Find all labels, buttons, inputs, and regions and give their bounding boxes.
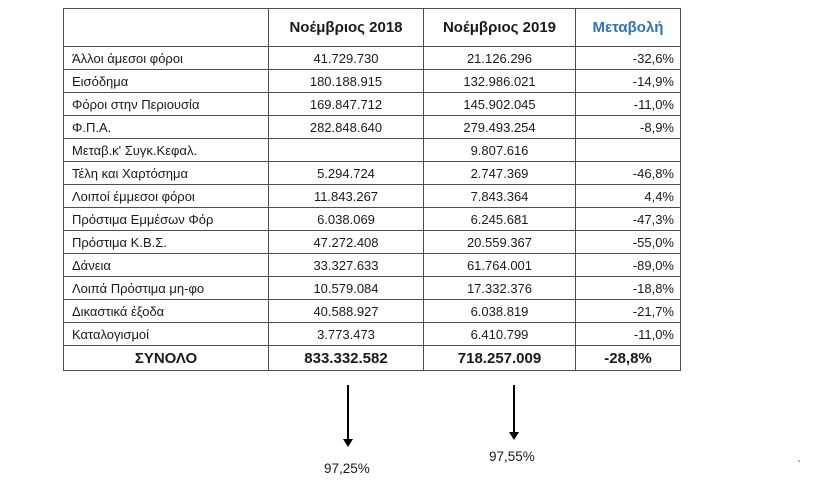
total-label: ΣΥΝΟΛΟ [64,346,269,371]
total-change: -28,8% [576,346,681,371]
change-cell: -47,3% [576,208,681,231]
value-2019-cell: 7.843.364 [424,185,576,208]
total-value-2019: 718.257.009 [424,346,576,371]
change-cell: -18,8% [576,277,681,300]
value-2018-cell: 33.327.633 [269,254,424,277]
header-row [64,9,681,47]
value-2019-cell: 6.410.799 [424,323,576,346]
table-row [64,116,681,139]
value-2019-cell: 2.747.369 [424,162,576,185]
change-cell: -32,6% [576,47,681,70]
row-label-cell: Μεταβ.κ' Συγκ.Κεφαλ. [64,139,269,162]
value-2018-cell: 3.773.473 [269,323,424,346]
value-2019-cell: 279.493.254 [424,116,576,139]
arrow-head-icon [509,432,519,440]
table-row [64,47,681,70]
change-cell: -55,0% [576,231,681,254]
change-cell: -11,0% [576,323,681,346]
table-row [64,254,681,277]
value-2018-cell [269,139,424,162]
header-empty-cell [64,9,269,47]
row-label-cell: Τέλη και Χαρτόσημα [64,162,269,185]
arrow-shaft [513,385,515,432]
table-row [64,70,681,93]
table-row [64,139,681,162]
value-2018-cell: 5.294.724 [269,162,424,185]
tax-revenue-table [63,8,681,371]
row-label-cell: Λοιπά Πρόστιμα μη-φο [64,277,269,300]
change-cell: -89,0% [576,254,681,277]
value-2019-cell: 61.764.001 [424,254,576,277]
value-2019-cell: 17.332.376 [424,277,576,300]
arrow-shaft [347,385,349,439]
row-label-cell: Δάνεια [64,254,269,277]
value-2018-cell: 169.847.712 [269,93,424,116]
row-label-cell: Καταλογισμοί [64,323,269,346]
change-cell: -8,9% [576,116,681,139]
stray-mark: ` [797,458,801,472]
change-cell: -11,0% [576,93,681,116]
header-november-2019: Νοέμβριος 2019 [424,9,576,47]
total-value-2018: 833.332.582 [269,346,424,371]
value-2018-cell: 10.579.084 [269,277,424,300]
value-2018-cell: 11.843.267 [269,185,424,208]
table-row [64,93,681,116]
table-row [64,323,681,346]
arrow-label-2019: 97,55% [489,449,535,464]
table-row [64,208,681,231]
arrow-head-icon [343,439,353,447]
change-cell: -14,9% [576,70,681,93]
value-2018-cell: 180.188.915 [269,70,424,93]
row-label-cell: Φόροι στην Περιουσία [64,93,269,116]
table-row [64,277,681,300]
table-row [64,185,681,208]
row-label-cell: Λοιποί έμμεσοι φόροι [64,185,269,208]
value-2019-cell: 9.807.616 [424,139,576,162]
value-2019-cell: 20.559.367 [424,231,576,254]
value-2019-cell: 21.126.296 [424,47,576,70]
total-row [64,346,681,371]
value-2018-cell: 282.848.640 [269,116,424,139]
value-2018-cell: 41.729.730 [269,47,424,70]
value-2018-cell: 6.038.069 [269,208,424,231]
row-label-cell: Πρόστιμα Κ.Β.Σ. [64,231,269,254]
table-row [64,300,681,323]
header-november-2018: Νοέμβριος 2018 [269,9,424,47]
change-cell: -21,7% [576,300,681,323]
value-2019-cell: 6.038.819 [424,300,576,323]
value-2018-cell: 40.588.927 [269,300,424,323]
row-label-cell: Φ.Π.Α. [64,116,269,139]
table-row [64,162,681,185]
change-cell [576,139,681,162]
value-2018-cell: 47.272.408 [269,231,424,254]
row-label-cell: Δικαστικά έξοδα [64,300,269,323]
change-cell: 4,4% [576,185,681,208]
row-label-cell: Άλλοι άμεσοι φόροι [64,47,269,70]
value-2019-cell: 145.902.045 [424,93,576,116]
header-change: Μεταβολή [576,9,681,47]
change-cell: -46,8% [576,162,681,185]
value-2019-cell: 6.245.681 [424,208,576,231]
arrow-label-2018: 97,25% [324,461,370,476]
value-2019-cell: 132.986.021 [424,70,576,93]
row-label-cell: Εισόδημα [64,70,269,93]
table-row [64,231,681,254]
row-label-cell: Πρόστιμα Εμμέσων Φόρ [64,208,269,231]
